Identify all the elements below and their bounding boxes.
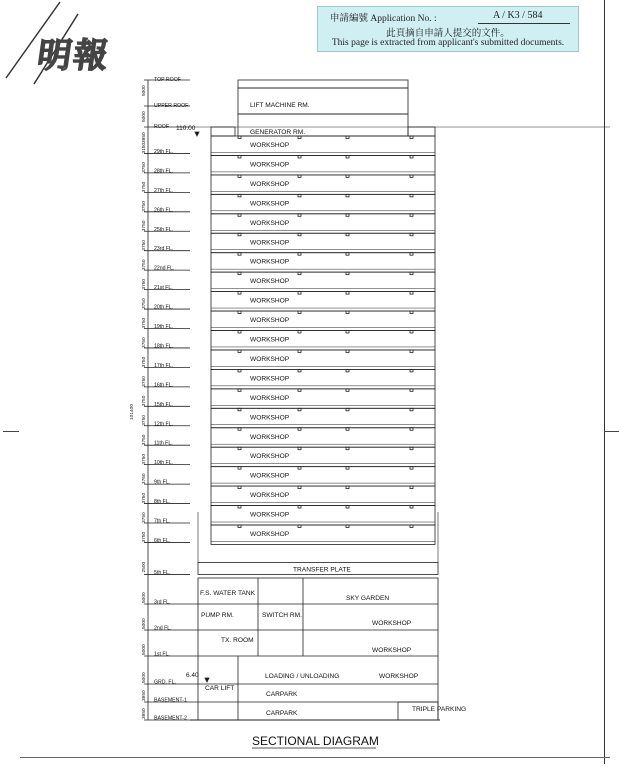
- column-mark: [410, 525, 413, 528]
- column-mark: [410, 292, 413, 295]
- triple-parking-label: TRIPLE PARKING: [412, 706, 467, 713]
- car-lift-label: CAR LIFT: [205, 685, 235, 692]
- level-label-roof: ROOF: [154, 124, 169, 130]
- column-mark: [346, 311, 349, 314]
- column-mark: [298, 233, 301, 236]
- level-label: 11th FL.: [154, 440, 173, 447]
- roof-upstand-left: [211, 127, 235, 136]
- ming-pao-logo: 明報: [34, 36, 113, 76]
- level-label: 7th FL.: [154, 518, 171, 525]
- column-mark: [298, 447, 301, 450]
- level-triangle: [205, 678, 209, 682]
- column-mark: [238, 155, 241, 158]
- level-dim: 5000: [142, 592, 147, 603]
- level-label: 17th FL.: [154, 362, 174, 369]
- column-mark: [410, 155, 413, 158]
- application-number-value: A / K3 / 584: [493, 10, 543, 21]
- level-dim: 3750: [142, 492, 147, 504]
- level-dim: 5000: [142, 644, 147, 655]
- lift-machine-room: [238, 88, 408, 114]
- level-dim: 3750: [142, 415, 147, 426]
- column-mark: [298, 253, 301, 256]
- sky-garden-label: SKY GARDEN: [346, 595, 390, 602]
- extract-note-english: This page is extracted from applicant's submitted documents.: [331, 38, 565, 48]
- column-mark: [410, 350, 413, 353]
- column-mark: [346, 136, 349, 139]
- level-dim: 3150: [142, 142, 147, 154]
- level-label-podium: GRD. FL.: [154, 679, 176, 686]
- level-label-roof: UPPER ROOF: [154, 103, 189, 109]
- room-label-workshop: WORKSHOP: [250, 472, 290, 480]
- ground-level-value: 6.40: [186, 672, 199, 679]
- room-label-workshop: WORKSHOP: [250, 258, 290, 266]
- column-mark: [410, 175, 413, 178]
- column-mark: [238, 369, 241, 372]
- column-mark: [346, 350, 349, 353]
- column-mark: [298, 292, 301, 295]
- column-mark: [238, 408, 241, 411]
- podium-workshop-label: WORKSHOP: [372, 647, 412, 654]
- column-mark: [238, 194, 241, 197]
- column-mark: [346, 486, 349, 489]
- column-mark: [410, 272, 413, 275]
- room-label-workshop: WORKSHOP: [250, 336, 290, 344]
- column-mark: [346, 369, 349, 372]
- level-dim: 3750: [142, 531, 147, 543]
- room-label-workshop: WORKSHOP: [250, 219, 290, 227]
- column-mark: [346, 272, 349, 275]
- column-mark: [410, 194, 413, 197]
- column-mark: [298, 506, 301, 509]
- carpark-label-b2: CARPARK: [266, 710, 298, 717]
- ground-workshop-label: WORKSHOP: [379, 673, 419, 680]
- column-mark: [298, 389, 301, 392]
- room-label-workshop: WORKSHOP: [250, 278, 290, 286]
- level-label: 21st FL.: [154, 285, 173, 292]
- column-mark: [346, 253, 349, 256]
- column-mark: [346, 408, 349, 411]
- level-dim: 3750: [142, 512, 147, 523]
- level-label-5th: 5th FL.: [154, 569, 171, 576]
- level-label: 8th FL.: [154, 499, 171, 506]
- level-dim: 3750: [142, 278, 147, 290]
- level-dim: 3750: [142, 317, 147, 329]
- column-mark: [298, 331, 301, 334]
- level-dim: 3950: [142, 708, 147, 719]
- room-label-workshop: WORKSHOP: [250, 453, 290, 461]
- level-label-podium: 2nd FL.: [154, 625, 172, 632]
- room-label-workshop: WORKSHOP: [250, 200, 290, 208]
- level-dim: 3750: [142, 220, 147, 232]
- level-label: 20th FL.: [154, 304, 174, 311]
- column-mark: [346, 155, 349, 158]
- level-label: 28th FL.: [154, 168, 174, 175]
- column-mark: [346, 194, 349, 197]
- column-mark: [298, 155, 301, 158]
- column-mark: [298, 486, 301, 489]
- level-dim: 5000: [142, 672, 147, 683]
- column-mark: [238, 214, 241, 217]
- overall-height-dim: 101400: [130, 403, 135, 420]
- column-mark: [238, 253, 241, 256]
- room-label-workshop: WORKSHOP: [250, 239, 290, 247]
- column-mark: [238, 136, 241, 139]
- column-mark: [238, 175, 241, 178]
- column-mark: [298, 525, 301, 528]
- room-label-workshop: WORKSHOP: [250, 433, 290, 441]
- room-label-workshop: WORKSHOP: [250, 375, 290, 383]
- room-label-workshop: WORKSHOP: [250, 180, 290, 188]
- level-dim: 3750: [142, 434, 147, 446]
- level-dim: 5000: [142, 85, 147, 96]
- column-mark: [238, 525, 241, 528]
- pump-room-label: PUMP RM.: [201, 612, 234, 619]
- column-mark: [238, 331, 241, 334]
- level-label-podium: BASEMENT-1: [154, 697, 187, 704]
- column-mark: [410, 214, 413, 217]
- room-label-workshop: WORKSHOP: [250, 492, 290, 500]
- column-mark: [238, 467, 241, 470]
- level-dim: 3750: [142, 356, 147, 368]
- level-label: 9th FL.: [154, 479, 171, 486]
- column-mark: [410, 447, 413, 450]
- level-dim: 3950: [142, 690, 147, 701]
- level-label: 15th FL.: [154, 401, 174, 408]
- room-label-workshop: WORKSHOP: [250, 317, 290, 325]
- room-label-workshop: WORKSHOP: [250, 355, 290, 363]
- level-label-podium: 3rd FL.: [154, 599, 171, 606]
- level-label-roof: TOP ROOF: [154, 77, 181, 83]
- room-label-workshop: WORKSHOP: [250, 531, 290, 538]
- column-mark: [346, 175, 349, 178]
- column-mark: [298, 350, 301, 353]
- fs-water-tank-label: F.S. WATER TANK: [200, 590, 256, 597]
- level-dim: 3750: [142, 453, 147, 465]
- room-label-workshop: WORKSHOP: [250, 297, 290, 305]
- column-mark: [238, 486, 241, 489]
- level-dim: 3750: [142, 259, 147, 271]
- level-dim: 3950: [142, 132, 147, 143]
- column-mark: [410, 136, 413, 139]
- level-label: 27th FL.: [154, 187, 174, 194]
- room-label-workshop: WORKSHOP: [250, 142, 290, 149]
- top-roof-parapet: [238, 80, 408, 88]
- room-label-workshop: WORKSHOP: [250, 414, 290, 422]
- level-dim: 3750: [142, 240, 147, 251]
- level-dim: 5000: [142, 618, 147, 629]
- column-mark: [410, 408, 413, 411]
- column-mark: [410, 389, 413, 392]
- column-mark: [238, 272, 241, 275]
- column-mark: [346, 389, 349, 392]
- column-mark: [238, 350, 241, 353]
- carpark-label-b1: CARPARK: [266, 691, 298, 698]
- column-mark: [346, 525, 349, 528]
- column-mark: [410, 311, 413, 314]
- column-mark: [346, 428, 349, 431]
- room-label-workshop: WORKSHOP: [250, 394, 290, 402]
- level-label: 12th FL.: [154, 421, 174, 428]
- level-dim: 2500: [142, 561, 147, 573]
- level-label: 16th FL.: [154, 382, 174, 389]
- column-mark: [238, 233, 241, 236]
- level-dim: 3750: [142, 395, 147, 407]
- loading-unloading-label: LOADING / UNLOADING: [265, 673, 340, 680]
- column-mark: [298, 369, 301, 372]
- level-label: 26th FL.: [154, 207, 174, 214]
- room-label-workshop: WORKSHOP: [250, 511, 290, 519]
- column-mark: [410, 369, 413, 372]
- level-dim: 3750: [142, 298, 147, 310]
- lift-machine-room-label: LIFT MACHINE RM.: [250, 102, 310, 109]
- level-dim: 3750: [142, 162, 147, 173]
- podium-workshop-label: WORKSHOP: [372, 620, 412, 627]
- column-mark: [410, 486, 413, 489]
- column-mark: [298, 194, 301, 197]
- column-mark: [346, 292, 349, 295]
- column-mark: [410, 428, 413, 431]
- top-level-value: 110.00: [176, 125, 196, 132]
- level-label: 22nd FL.: [154, 265, 175, 272]
- column-mark: [298, 428, 301, 431]
- column-mark: [238, 506, 241, 509]
- level-label: 10th FL.: [154, 460, 174, 467]
- column-mark: [298, 311, 301, 314]
- column-mark: [410, 233, 413, 236]
- roof-upstand-right: [408, 127, 435, 136]
- column-mark: [238, 292, 241, 295]
- level-dim: 3750: [142, 181, 147, 193]
- column-mark: [298, 175, 301, 178]
- room-label-workshop: WORKSHOP: [250, 161, 290, 169]
- tx-room-label: TX. ROOM: [221, 637, 254, 644]
- column-mark: [346, 214, 349, 217]
- bottom-edge-strip: [20, 757, 610, 768]
- column-mark: [238, 428, 241, 431]
- level-label: 23rd FL.: [154, 246, 174, 253]
- switch-room-label: SWITCH RM.: [262, 612, 302, 619]
- level-dim: 3750: [142, 376, 147, 387]
- column-mark: [298, 272, 301, 275]
- column-mark: [346, 467, 349, 470]
- column-mark: [346, 447, 349, 450]
- level-label: 18th FL.: [154, 343, 174, 350]
- column-mark: [298, 467, 301, 470]
- diagram-title: SECTIONAL DIAGRAM: [252, 734, 379, 748]
- column-mark: [410, 467, 413, 470]
- level-label: 6th FL.: [154, 537, 171, 544]
- level-dim: 3750: [142, 337, 147, 348]
- column-mark: [298, 136, 301, 139]
- level-label: 29th FL.: [154, 148, 174, 155]
- column-mark: [346, 506, 349, 509]
- level-label-podium: 1st FL.: [154, 651, 170, 658]
- extract-note-chinese: 此頁摘自申請人提交的文件。: [386, 29, 510, 39]
- level-dim: 5000: [142, 111, 147, 122]
- level-label-podium: BASEMENT-2: [154, 715, 187, 722]
- level-dim: 3750: [142, 473, 147, 485]
- column-mark: [298, 214, 301, 217]
- column-mark: [346, 331, 349, 334]
- generator-room-label: GENERATOR RM.: [250, 129, 306, 136]
- level-dim: 3750: [142, 201, 147, 212]
- transfer-plate-label: TRANSFER PLATE: [293, 566, 351, 574]
- column-mark: [410, 331, 413, 334]
- column-mark: [238, 447, 241, 450]
- application-number-label: 申請編號 Application No. :: [330, 14, 437, 24]
- level-triangle: [195, 132, 199, 136]
- level-label: 19th FL.: [154, 324, 174, 330]
- level-label: 25th FL.: [154, 226, 174, 233]
- column-mark: [238, 389, 241, 392]
- column-mark: [238, 311, 241, 314]
- column-mark: [410, 253, 413, 256]
- column-mark: [410, 506, 413, 509]
- column-mark: [298, 408, 301, 411]
- column-mark: [346, 233, 349, 236]
